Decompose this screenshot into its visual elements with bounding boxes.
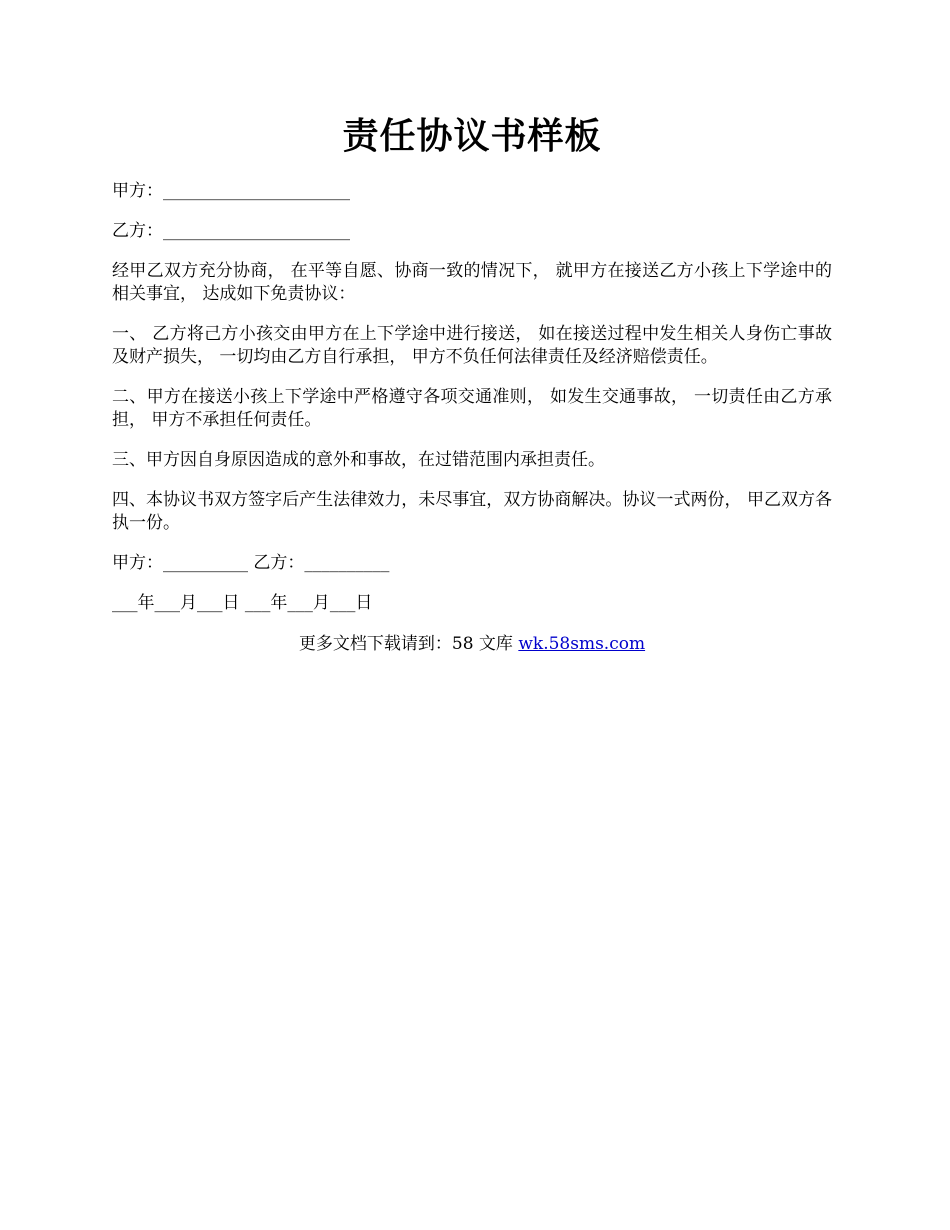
party-a-line: 甲方：______________________ xyxy=(112,181,350,201)
party-b-line: 乙方：______________________ xyxy=(112,221,350,241)
download-footer xyxy=(112,633,832,656)
clause-1: 一、 乙方将己方小孩交由甲方在上下学途中进行接送， 如在接送过程中发生相关人身伤亡事故及财产损失， 一切均由乙方自行承担， 甲方不负任何法律责任及经济赔偿责任。 xyxy=(112,324,832,367)
clause-4: 四、本协议书双方签字后产生法律效力，未尽事宜，双方协商解决。协议一式两份， 甲乙双方各执一份。 xyxy=(112,490,832,533)
date-line: ___年___月___日 ___年___月___日 xyxy=(112,593,373,613)
intro-paragraph: 经甲乙双方充分协商， 在平等自愿、协商一致的情况下， 就甲方在接送乙方小孩上下学途中的相关事宜， 达成如下免责协议： xyxy=(112,261,832,304)
footer-text: 更多文档下载请到：58 文库 xyxy=(298,634,519,654)
document-title: 责任协议书样板 xyxy=(342,115,602,157)
clause-3: 三、甲方因自身原因造成的意外和事故，在过错范围内承担责任。 xyxy=(112,450,605,470)
signature-line: 甲方：__________ 乙方：__________ xyxy=(112,553,390,573)
document-page xyxy=(112,112,832,656)
footer-link[interactable]: wk.58sms.com xyxy=(518,634,646,654)
clause-2: 二、甲方在接送小孩上下学途中严格遵守各项交通准则， 如发生交通事故， 一切责任由乙方承担， 甲方不承担任何责任。 xyxy=(112,387,832,430)
